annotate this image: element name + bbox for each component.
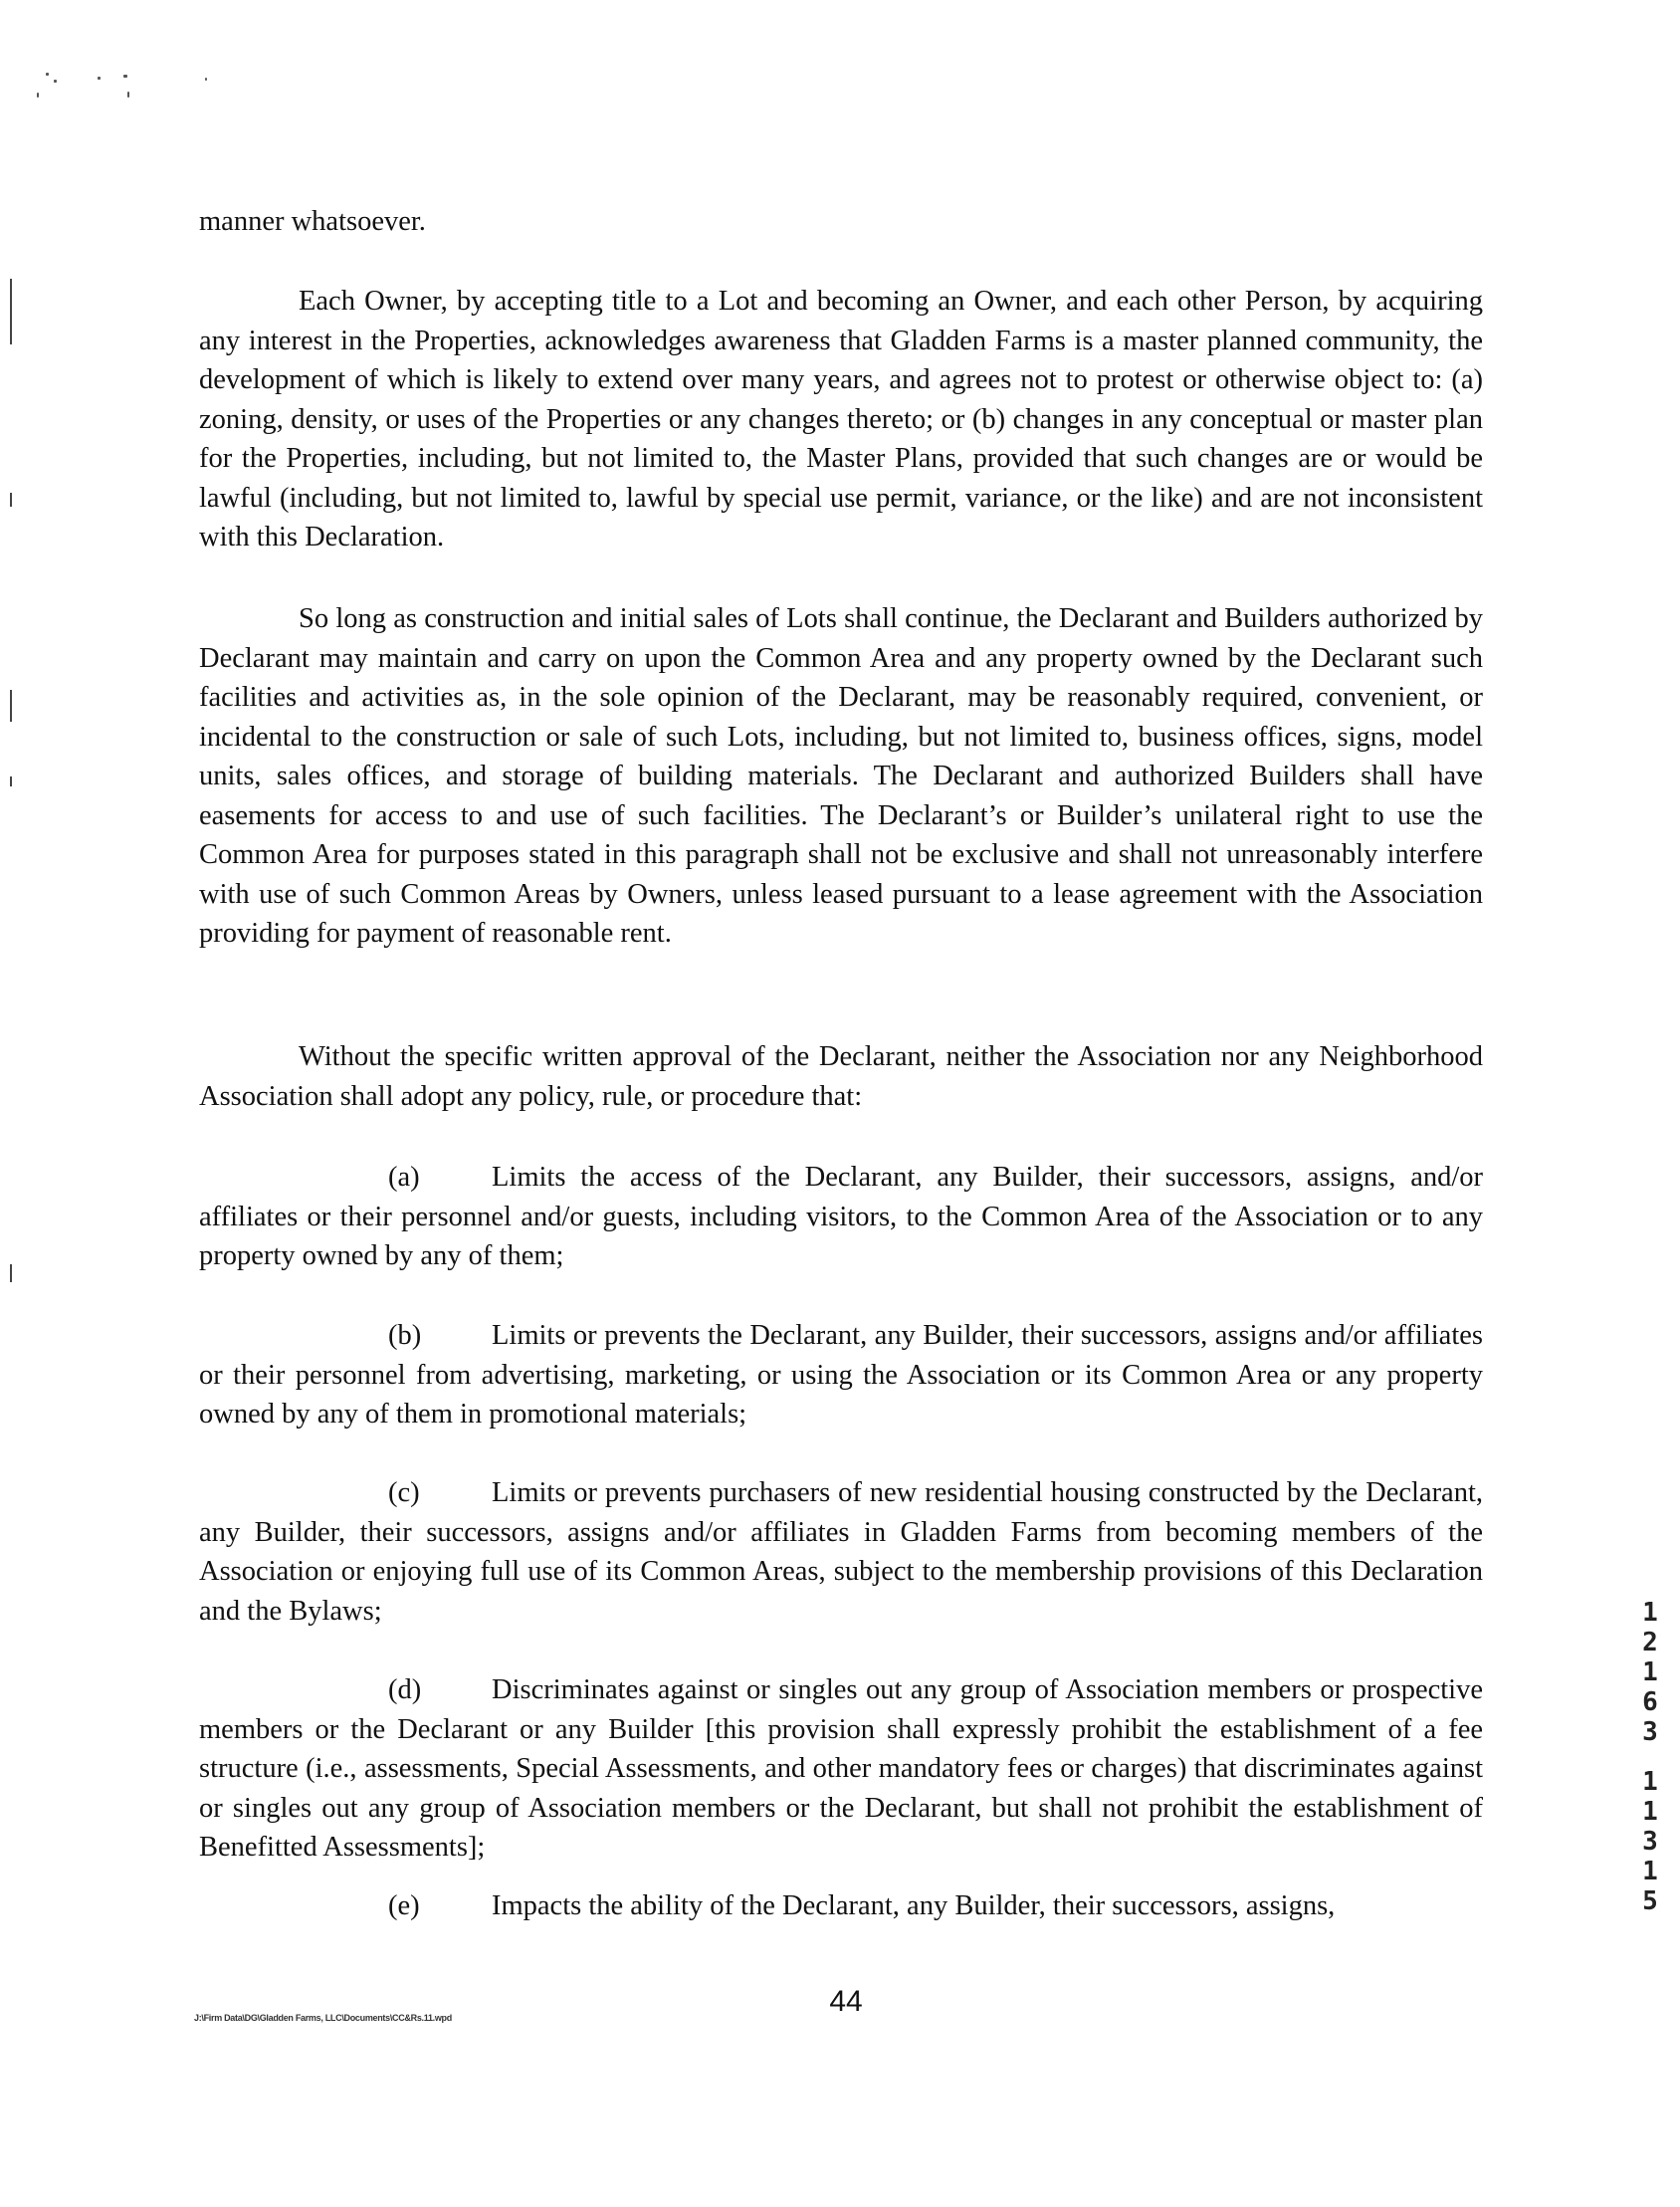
- recording-stamp: [1632, 1598, 1668, 1916]
- stamp-digit: 1: [1642, 1767, 1658, 1797]
- scan-speck: [98, 77, 101, 80]
- list-marker: (a): [388, 1162, 420, 1193]
- stamp-digit: 5: [1642, 1886, 1658, 1916]
- margin-change-bar: [10, 493, 12, 507]
- stamp-digit: 1: [1642, 1857, 1658, 1886]
- scan-speck: [46, 73, 49, 76]
- page-number: 44: [829, 1985, 863, 2018]
- stamp-digit: 6: [1642, 1687, 1658, 1717]
- footer-file-path: J:\Firm Data\DG\Gladden Farms, LLC\Documents\CC&Rs.11.wpd: [194, 2013, 452, 2023]
- stamp-digit: 3: [1642, 1717, 1658, 1747]
- list-item-text: Limits the access of the Declarant, any Builder, their successors, assigns, and/or affiliates or their personnel and/or guests, including visitors, to the Common Area of the Association or to any property owned by any of them;: [199, 1162, 1483, 1271]
- margin-change-bar: [10, 1264, 12, 1282]
- paragraph-continuation: manner whatsoever.: [199, 206, 426, 237]
- paragraph-construction-sales: So long as construction and initial sales of Lots shall continue, the Declarant and Builders authorized by Declarant may maintain and carry on upon the Common Area and any property owned by the Declarant such facilities and activities as, in the sole opinion of the Declarant, may be reasonably required, convenient, or incidental to the construction or sale of such Lots, including, but not limited to, business offices, signs, model units, sales offices, and storage of building materials. The Declarant and authorized Builders shall have easements for access to and use of such facilities. The Declarant’s or Builder’s unilateral right to use the Common Area for purposes stated in this paragraph shall not be exclusive and shall not unreasonably interfere with use of such Common Areas by Owners, unless leased pursuant to a lease agreement with the Association providing for payment of reasonable rent.: [199, 603, 1483, 949]
- stamp-digit: 1: [1642, 1797, 1658, 1827]
- scan-speck: [127, 92, 129, 98]
- scan-speck: [54, 80, 57, 83]
- list-marker: (b): [388, 1320, 422, 1351]
- stamp-digit: 1: [1642, 1598, 1658, 1628]
- margin-change-bar: [10, 279, 12, 344]
- list-item: [199, 1158, 1483, 1276]
- scan-speck: [37, 93, 39, 98]
- list-item: [199, 1670, 1483, 1868]
- margin-change-bar: [10, 776, 12, 786]
- list-marker: (e): [388, 1890, 420, 1921]
- paragraph-declarant-approval: Without the specific written approval of the Declarant, neither the Association nor any Neighborhood Association shall adopt any policy, rule, or procedure that:: [199, 1041, 1483, 1112]
- scan-speck: [205, 78, 207, 81]
- stamp-digit: 2: [1642, 1628, 1658, 1657]
- stamp-digit: 3: [1642, 1827, 1658, 1857]
- list-marker: (d): [388, 1674, 422, 1705]
- list-item: [199, 1316, 1483, 1435]
- list-marker: (c): [388, 1477, 420, 1508]
- list-item-text: Limits or prevents purchasers of new residential housing constructed by the Declarant, any Builder, their successors, assigns and/or affiliates in Gladden Farms from becoming members of the Association or enjoying full use of its Common Areas, subject to the membership provisions of this Declaration and the Bylaws;: [199, 1477, 1483, 1627]
- scan-speck: [123, 75, 127, 78]
- list-item: [199, 1473, 1483, 1631]
- list-item-text: Discriminates against or singles out any group of Association members or prospective members or the Declarant or any Builder [this provision shall expressly prohibit the establishment of a fee structure (i.e., assessments, Special Assessments, and other mandatory fees or charges) that discriminates against or singles out any group of Association members or the Declarant, but shall not prohibit the establishment of Benefitted Assessments];: [199, 1674, 1483, 1863]
- paragraph-owner-acknowledgment: Each Owner, by accepting title to a Lot and becoming an Owner, and each other Person, by acquiring any interest in the Properties, acknowledges awareness that Gladden Farms is a master planned community, the development of which is likely to extend over many years, and agrees not to protest or otherwise object to: (a) zoning, density, or uses of the Properties or any changes thereto; or (b) changes in any conceptual or master plan for the Properties, including, but not limited to, the Master Plans, provided that such changes are or would be lawful (including, but not limited to, lawful by special use permit, variance, or the like) and are not inconsistent with this Declaration.: [199, 286, 1483, 552]
- list-item-text: Limits or prevents the Declarant, any Builder, their successors, assigns and/or affiliates or their personnel from advertising, marketing, or using the Association or its Common Area or any property owned by any of them in promotional materials;: [199, 1320, 1483, 1430]
- stamp-digit: 1: [1642, 1657, 1658, 1687]
- margin-change-bar: [10, 690, 12, 722]
- list-item-text: Impacts the ability of the Declarant, any Builder, their successors, assigns,: [492, 1890, 1336, 1921]
- list-item: [199, 1886, 1483, 1926]
